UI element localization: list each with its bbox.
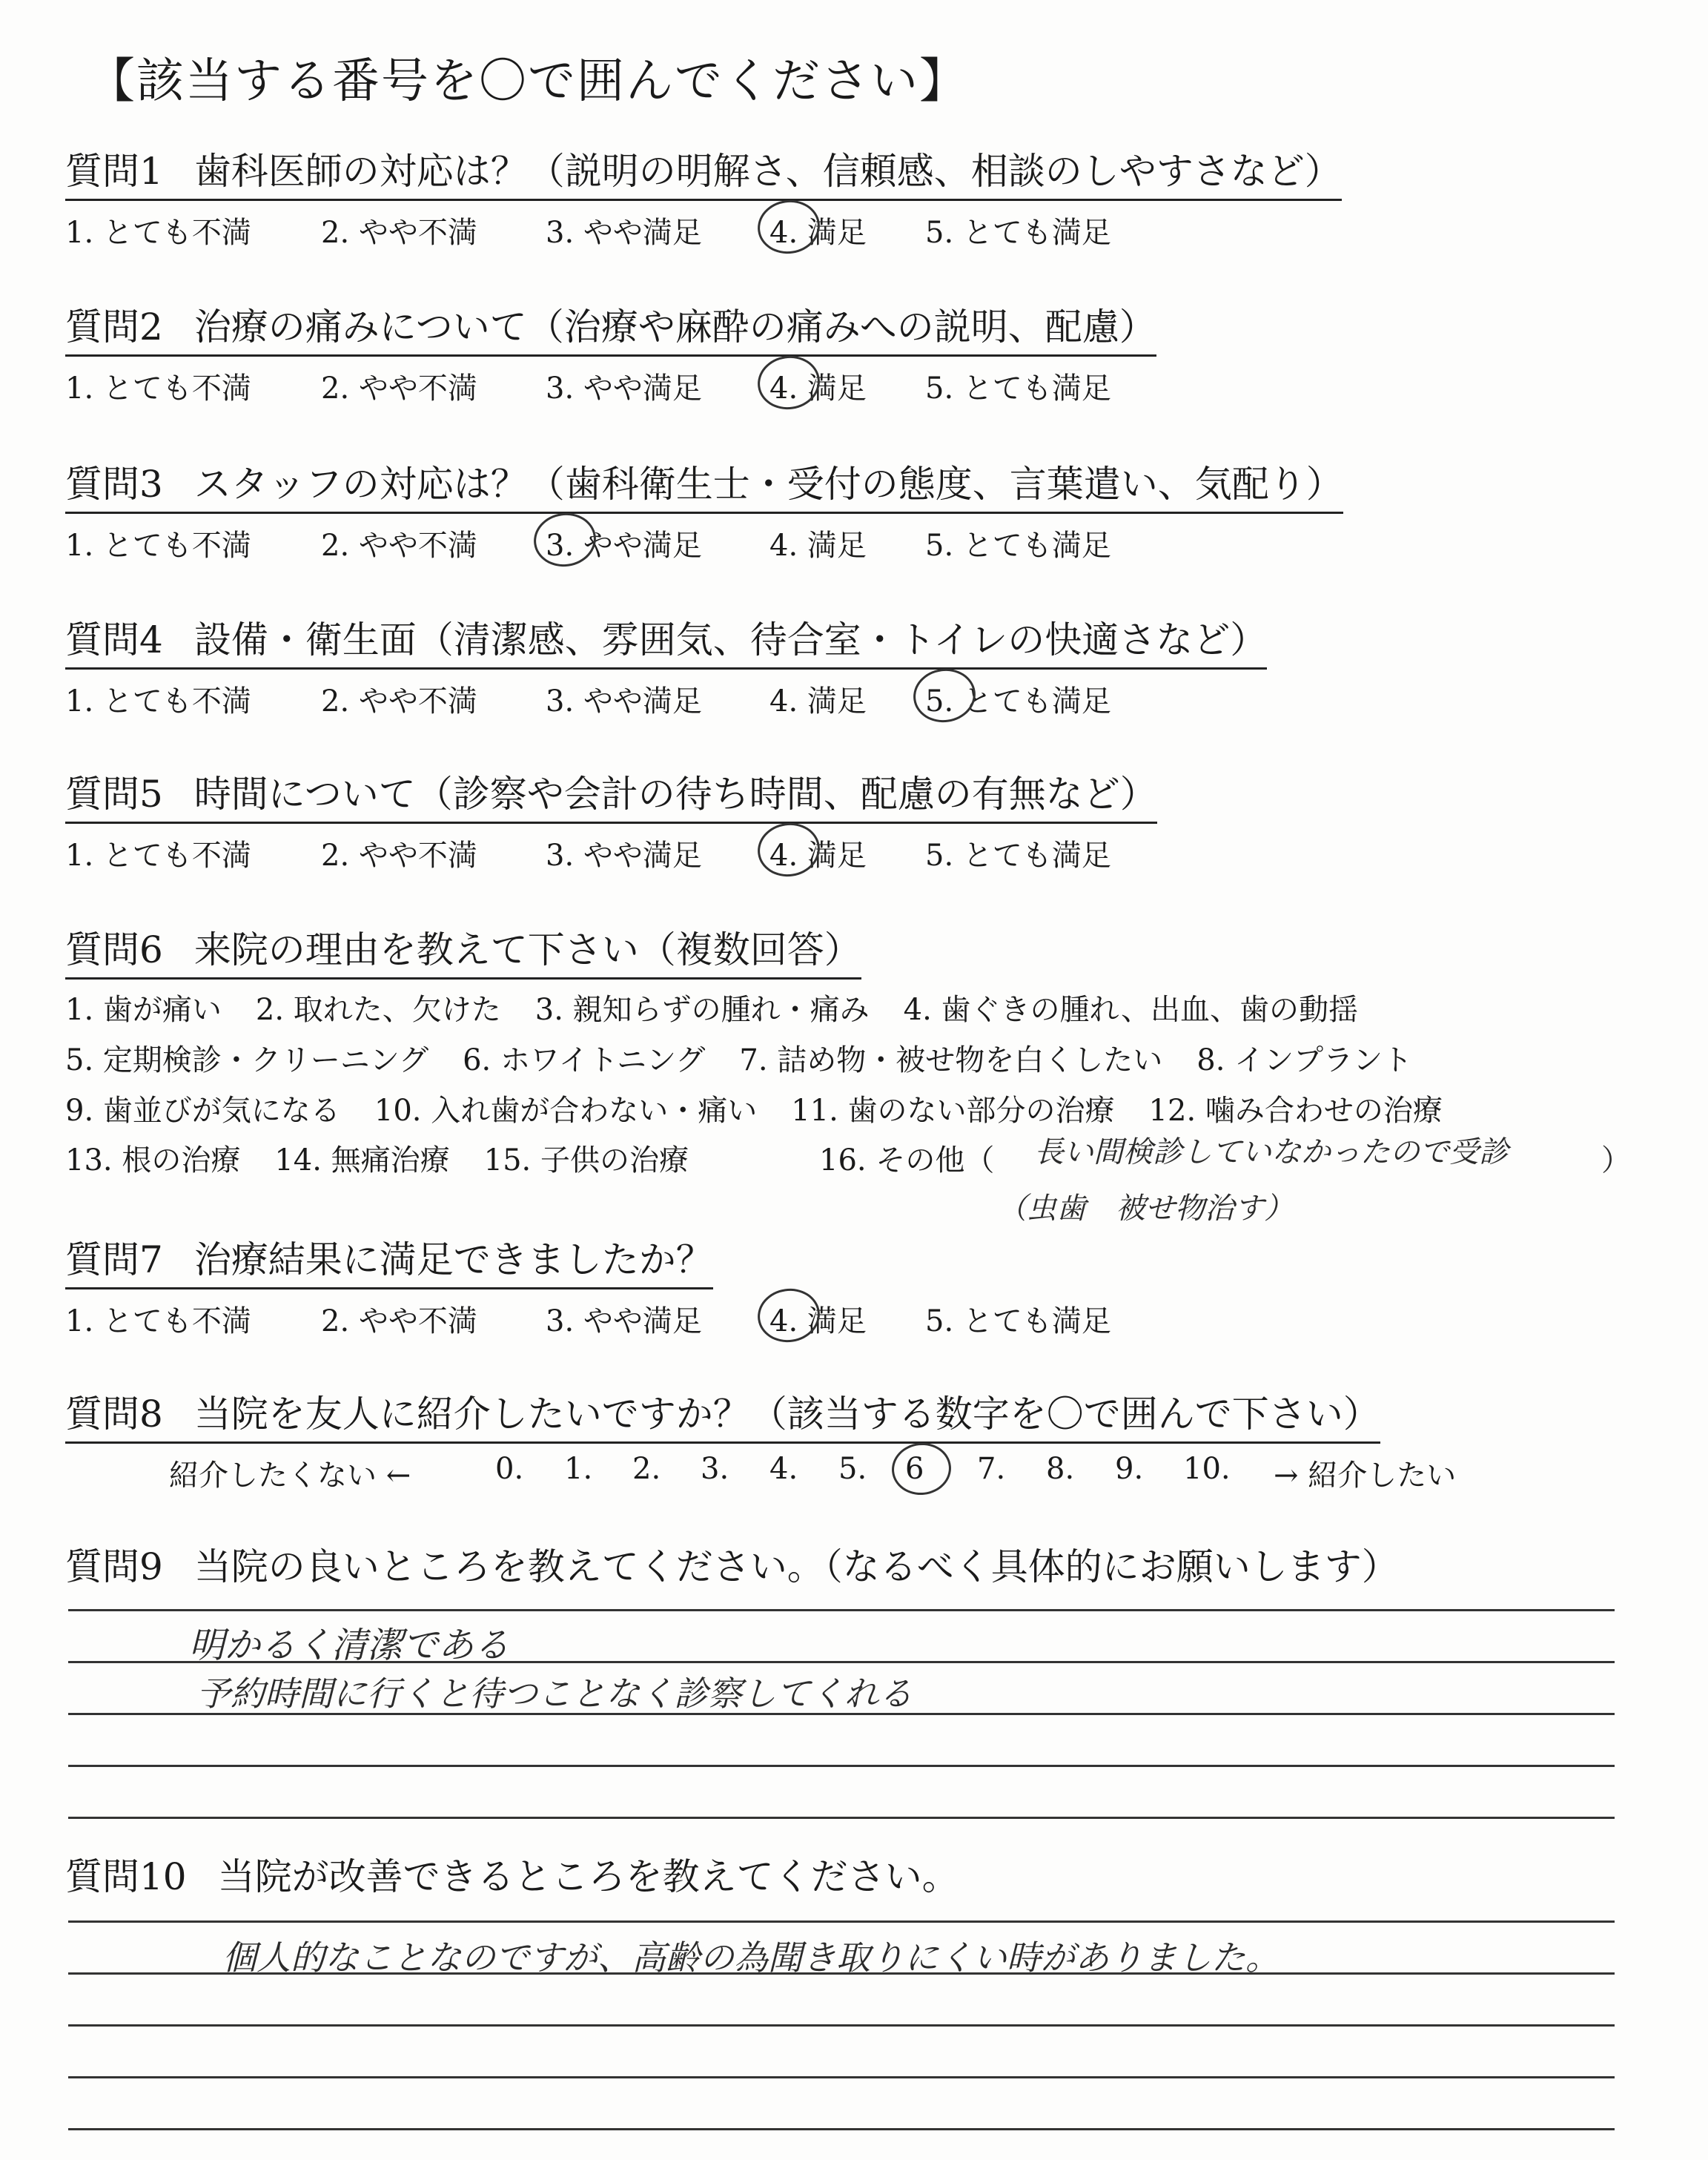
q6-reason-row-1 xyxy=(65,986,1392,1028)
q6-reason[interactable]: 9. 歯並びが気になる xyxy=(65,1094,340,1128)
q6-reason[interactable]: 10. 入れ歯が合わない・痛い xyxy=(374,1094,758,1128)
question-3-number: 質問3 xyxy=(65,463,163,506)
q7-option-4-selected[interactable]: 4. 満足 xyxy=(769,1298,867,1340)
q8-right-label: → 紹介したい xyxy=(1274,1459,1457,1493)
q10-answer-line xyxy=(68,2076,1615,2078)
q8-scale-5[interactable]: 5. xyxy=(838,1452,867,1486)
question-8-heading xyxy=(65,1391,1380,1444)
q3-option-1[interactable]: 1. とても不満 xyxy=(65,529,251,563)
q8-scale-8[interactable]: 8. xyxy=(1046,1452,1075,1486)
q8-left-label: 紹介したくない ← xyxy=(169,1459,411,1493)
q10-answer-line xyxy=(68,2024,1615,2027)
q2-option-2[interactable]: 2. やや不満 xyxy=(321,371,477,406)
q1-option-3[interactable]: 3. やや満足 xyxy=(546,216,702,250)
question-7-number: 質問7 xyxy=(65,1238,163,1281)
question-10-heading xyxy=(65,1854,959,1904)
q7-option-5[interactable]: 5. とても満足 xyxy=(925,1304,1111,1338)
q4-option-1[interactable]: 1. とても不満 xyxy=(65,684,251,719)
q4-option-5-selected[interactable]: 5. とても満足 xyxy=(925,678,1111,720)
q8-scale-3[interactable]: 3. xyxy=(701,1452,729,1486)
q8-scale-4[interactable]: 4. xyxy=(769,1452,798,1486)
q10-handwritten-answer-1[interactable]: 個人的なことなのですが、高齢の為聞き取りにくい時がありました。 xyxy=(222,1938,1280,1978)
q1-option-5[interactable]: 5. とても満足 xyxy=(925,216,1111,250)
q6-reason-row-4 xyxy=(65,1137,723,1179)
question-4-number: 質問4 xyxy=(65,618,163,661)
question-5-heading xyxy=(65,771,1157,824)
question-6-number: 質問6 xyxy=(65,928,163,971)
q6-reason[interactable]: 6. ホワイトニング xyxy=(463,1043,706,1077)
question-1-heading xyxy=(65,148,1342,201)
q1-option-4-selected[interactable]: 4. 満足 xyxy=(769,209,867,251)
q6-reason[interactable]: 5. 定期検診・クリーニング xyxy=(65,1043,429,1077)
q6-reason-row-3 xyxy=(65,1087,1477,1129)
question-5-text: 時間について（診察や会計の待ち時間、配慮の有無など） xyxy=(193,773,1157,816)
q5-option-5[interactable]: 5. とても満足 xyxy=(925,839,1111,873)
q4-option-3[interactable]: 3. やや満足 xyxy=(546,684,702,719)
question-4-text: 設備・衛生面（清潔感、雰囲気、待合室・トイレの快適さなど） xyxy=(193,618,1268,661)
q6-other-label: 16. その他（ xyxy=(819,1143,995,1178)
q10-answer-line xyxy=(68,1920,1615,1923)
q8-scale-6-selected[interactable]: 6 xyxy=(905,1452,924,1486)
q8-scale-7[interactable]: 7. xyxy=(977,1452,1006,1486)
question-1-number: 質問1 xyxy=(65,150,163,193)
q2-option-5[interactable]: 5. とても満足 xyxy=(925,371,1111,406)
q6-reason[interactable]: 13. 根の治療 xyxy=(65,1143,241,1178)
q6-reason[interactable]: 4. 歯ぐきの腫れ、出血、歯の動揺 xyxy=(903,993,1358,1027)
question-6-heading xyxy=(65,927,861,980)
question-3-text: スタッフの対応は？（歯科衛生士・受付の態度、言葉遣い、気配り） xyxy=(193,463,1343,506)
question-2-text: 治療の痛みについて（治療や麻酔の痛みへの説明、配慮） xyxy=(193,305,1156,349)
question-10-number: 質問10 xyxy=(65,1855,187,1898)
q6-other-close-paren: ） xyxy=(1601,1143,1631,1178)
q6-reason-row-2 xyxy=(65,1037,1446,1079)
q3-option-3-selected[interactable]: 3. やや満足 xyxy=(546,522,702,564)
q7-option-3[interactable]: 3. やや満足 xyxy=(546,1304,702,1338)
question-2-number: 質問2 xyxy=(65,305,163,349)
question-9-heading xyxy=(65,1544,1399,1594)
q5-option-3[interactable]: 3. やや満足 xyxy=(546,839,702,873)
q10-answer-line xyxy=(68,2128,1615,2130)
q4-option-4[interactable]: 4. 満足 xyxy=(769,684,867,719)
q7-option-2[interactable]: 2. やや不満 xyxy=(321,1304,477,1338)
q4-option-2[interactable]: 2. やや不満 xyxy=(321,684,477,719)
question-8-text: 当院を友人に紹介したいですか？（該当する数字を〇で囲んで下さい） xyxy=(193,1393,1380,1436)
q2-option-3[interactable]: 3. やや満足 xyxy=(546,371,702,406)
q3-option-5[interactable]: 5. とても満足 xyxy=(925,529,1111,563)
question-6-text: 来院の理由を教えて下さい（複数回答） xyxy=(193,928,861,971)
q8-scale-9[interactable]: 9. xyxy=(1115,1452,1144,1486)
question-5-number: 質問5 xyxy=(65,773,163,816)
q8-scale-1[interactable]: 1. xyxy=(564,1452,593,1486)
q9-answer-line xyxy=(68,1765,1615,1767)
q6-reason[interactable]: 15. 子供の治療 xyxy=(483,1143,689,1178)
q5-option-2[interactable]: 2. やや不満 xyxy=(321,839,477,873)
q6-reason[interactable]: 7. 詰め物・被せ物を白くしたい xyxy=(739,1043,1163,1077)
q6-reason[interactable]: 11. 歯のない部分の治療 xyxy=(791,1094,1115,1128)
question-7-text: 治療結果に満足できましたか？ xyxy=(193,1238,713,1281)
q1-option-1[interactable]: 1. とても不満 xyxy=(65,216,251,250)
q9-answer-line xyxy=(68,1609,1615,1611)
question-1-text: 歯科医師の対応は？（説明の明解さ、信頼感、相談のしやすさなど） xyxy=(193,150,1342,193)
q9-answer-line xyxy=(68,1817,1615,1819)
q8-scale-2[interactable]: 2. xyxy=(632,1452,661,1486)
q9-handwritten-answer-2[interactable]: 予約時間に行くと待つことなく診察してくれる xyxy=(196,1674,913,1714)
q6-reason[interactable]: 12. 噛み合わせの治療 xyxy=(1148,1094,1443,1128)
q6-other-option[interactable] xyxy=(819,1137,994,1179)
page-title: 【該当する番号を〇で囲んでください】 xyxy=(87,54,968,109)
q7-option-1[interactable]: 1. とても不満 xyxy=(65,1304,251,1338)
q6-reason[interactable]: 2. 取れた、欠けた xyxy=(255,993,501,1027)
question-9-text: 当院の良いところを教えてください。（なるべく具体的にお願いします） xyxy=(193,1545,1399,1588)
q8-scale-0[interactable]: 0. xyxy=(495,1452,524,1486)
q6-reason[interactable]: 8. インプラント xyxy=(1196,1043,1413,1077)
q2-option-1[interactable]: 1. とても不満 xyxy=(65,371,251,406)
question-10-text: 当院が改善できるところを教えてください。 xyxy=(217,1855,959,1898)
question-4-heading xyxy=(65,617,1267,670)
question-2-heading xyxy=(65,304,1156,357)
q3-option-4[interactable]: 4. 満足 xyxy=(769,529,867,563)
q6-other-handwritten-answer: 長い間検診していなかったので受診 xyxy=(1034,1135,1509,1169)
q2-option-4-selected[interactable]: 4. 満足 xyxy=(769,365,867,407)
q6-reason[interactable]: 1. 歯が痛い xyxy=(65,993,222,1027)
question-3-heading xyxy=(65,461,1343,514)
q5-option-4-selected[interactable]: 4. 満足 xyxy=(769,832,867,874)
q3-option-2[interactable]: 2. やや不満 xyxy=(321,529,477,563)
question-9-number: 質問9 xyxy=(65,1545,163,1588)
question-8-number: 質問8 xyxy=(65,1393,163,1436)
question-7-heading xyxy=(65,1237,713,1289)
q6-other-handwritten-answer-2: （虫歯 被せ物治す） xyxy=(997,1192,1294,1226)
q6-reason[interactable]: 3. 親知らずの腫れ・痛み xyxy=(534,993,870,1027)
q8-scale-10[interactable]: 10. xyxy=(1183,1452,1231,1486)
q1-option-2[interactable]: 2. やや不満 xyxy=(321,216,477,250)
q6-reason[interactable]: 14. 無痛治療 xyxy=(274,1143,450,1178)
q5-option-1[interactable]: 1. とても不満 xyxy=(65,839,251,873)
q9-handwritten-answer-1[interactable]: 明かるく清潔である xyxy=(189,1625,510,1666)
